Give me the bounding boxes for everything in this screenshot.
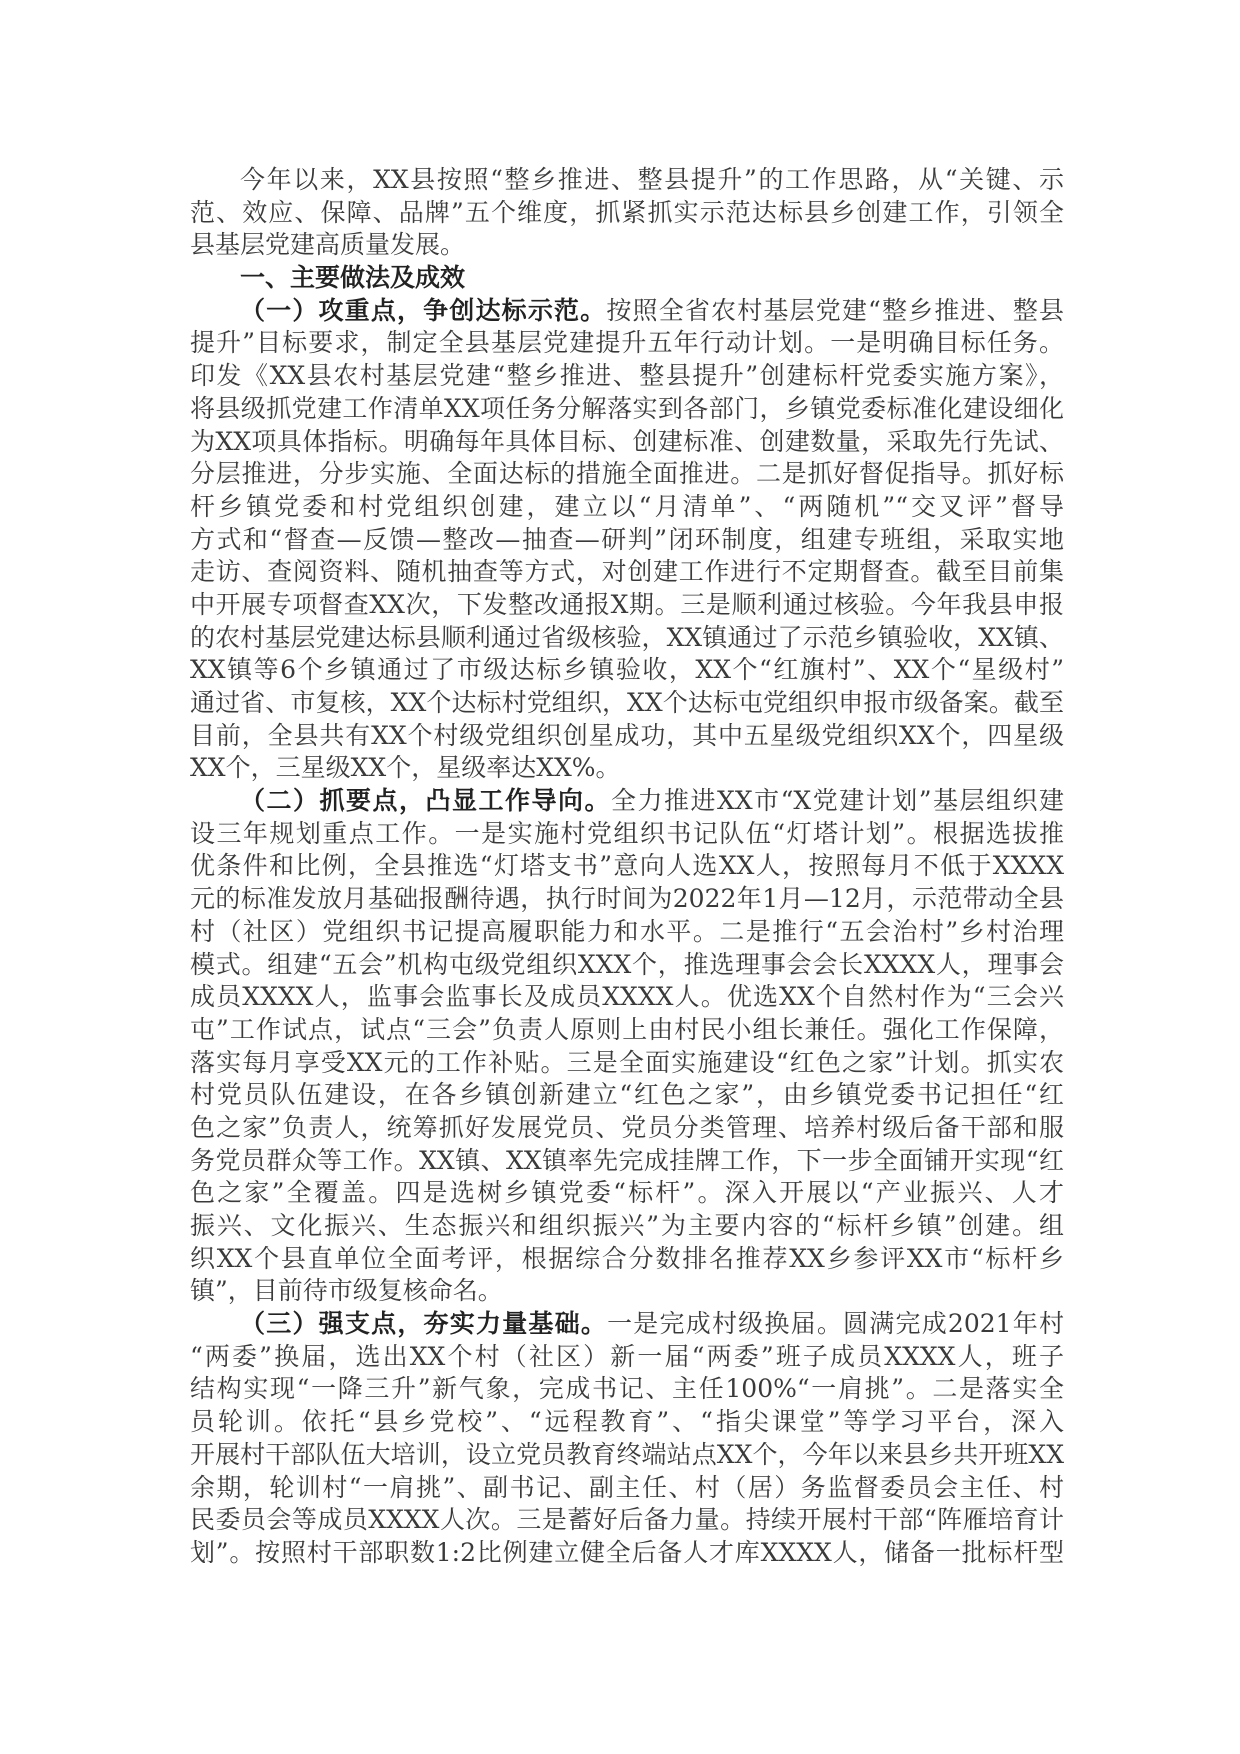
paragraph-line: 范、效应、保障、品牌”五个维度，抓紧抓实示范达标县乡创建工作，引领全 xyxy=(190,197,1064,227)
paragraph-line: 色之家”负责人，统筹抓好发展党员、党员分类管理、培养村级后备干部和服 xyxy=(190,1112,1064,1142)
paragraph-line: 为XX项具体指标。明确每年具体目标、创建标准、创建数量，采取先行先试、 xyxy=(190,426,1064,456)
section-heading xyxy=(190,262,1064,295)
paragraph-line: 开展村干部队伍大培训，设立党员教育终端站点XX个，今年以来县乡共开班XX xyxy=(190,1439,1064,1469)
heading-text: 一、主要做法及成效 xyxy=(240,263,466,293)
paragraph xyxy=(190,785,1064,1308)
paragraph-line: “两委”换届，选出XX个村（社区）新一届“两委”班子成员XXXX人，班子 xyxy=(190,1341,1064,1371)
paragraph-line: XX个，三星级XX个，星级率达XX%。 xyxy=(190,753,621,783)
subsection-title: （三）强支点，夯实力量基础。 xyxy=(240,1309,608,1339)
paragraph-line: 划”。按照村干部职数1:2比例建立健全后备人才库XXXX人，储备一批标杆型 xyxy=(190,1537,1064,1567)
paragraph-line: 余期，轮训村“一肩挑”、副书记、副主任、村（居）务监督委员会主任、村 xyxy=(190,1472,1064,1502)
paragraph-line: 方式和“督查—反馈—整改—抽查—研判”闭环制度，组建专班组，采取实地 xyxy=(190,524,1064,554)
paragraph-line: 民委员会等成员XXXX人次。三是蓄好后备力量。持续开展村干部“阵雁培育计 xyxy=(190,1505,1064,1535)
paragraph-line: 杆乡镇党委和村党组织创建，建立以“月清单”、“两随机”“交叉评”督导 xyxy=(190,491,1064,521)
paragraph-line: 印发《XX县农村基层党建“整乡推进、整县提升”创建标杆党委实施方案》， xyxy=(190,361,1064,391)
paragraph xyxy=(190,295,1064,785)
paragraph-line: 色之家”全覆盖。四是选树乡镇党委“标杆”。深入开展以“产业振兴、人才 xyxy=(190,1178,1064,1208)
paragraph-line: 振兴、文化振兴、生态振兴和组织振兴”为主要内容的“标杆乡镇”创建。组 xyxy=(190,1211,1064,1240)
paragraph-line: 村党员队伍建设，在各乡镇创新建立“红色之家”，由乡镇党委书记担任“红 xyxy=(190,1080,1064,1110)
paragraph-line: 屯”工作试点，试点“三会”负责人原则上由村民小组长兼任。强化工作保障， xyxy=(190,1014,1064,1044)
paragraph-line: 分层推进，分步实施、全面达标的措施全面推进。二是抓好督促指导。抓好标 xyxy=(190,459,1064,489)
paragraph-line: 目前，全县共有XX个村级党组织创星成功，其中五星级党组织XX个，四星级 xyxy=(190,720,1064,750)
subsection-title: （一）攻重点，争创达标示范。 xyxy=(240,295,607,325)
paragraph-line: 织XX个县直单位全面考评，根据综合分数排名推荐XX乡参评XX市“标杆乡 xyxy=(190,1243,1064,1273)
paragraph-line: 村（社区）党组织书记提高履职能力和水平。二是推行“五会治村”乡村治理 xyxy=(190,916,1064,946)
paragraph xyxy=(190,1308,1064,1570)
paragraph-line: 通过省、市复核，XX个达标村党组织，XX个达标屯党组织申报市级备案。截至 xyxy=(190,688,1064,717)
paragraph-line: 务党员群众等工作。XX镇、XX镇率先完成挂牌工作，下一步全面铺开实现“红 xyxy=(190,1145,1064,1175)
paragraph-line: 县基层党建高质量发展。 xyxy=(190,230,466,260)
paragraph xyxy=(190,164,1064,262)
paragraph-line: 镇”，目前待市级复核命名。 xyxy=(190,1276,503,1306)
paragraph-text: 全力推进XX市“X党建计划”基层组织建 xyxy=(611,786,1064,816)
paragraph-line xyxy=(190,295,1064,328)
paragraph-line: 将县级抓党建工作清单XX项任务分解落实到各部门，乡镇党委标准化建设细化 xyxy=(190,393,1064,423)
paragraph-line: 走访、查阅资料、随机抽查等方式，对创建工作进行不定期督查。截至目前集 xyxy=(190,557,1064,587)
paragraph-line: 员轮训。依托“县乡党校”、“远程教育”、“指尖课堂”等学习平台，深入 xyxy=(190,1407,1064,1437)
paragraph-line xyxy=(190,785,1064,818)
paragraph-line: 中开展专项督查XX次，下发整改通报X期。三是顺利通过核验。今年我县申报 xyxy=(190,589,1064,619)
paragraph-line: 落实每月享受XX元的工作补贴。三是全面实施建设“红色之家”计划。抓实农 xyxy=(190,1047,1064,1077)
paragraph-line: XX镇等6个乡镇通过了市级达标乡镇验收，XX个“红旗村”、XX个“星级村” xyxy=(190,655,1064,685)
paragraph-text: 按照全省农村基层党建“整乡推进、整县 xyxy=(606,295,1064,325)
paragraph-line: 的农村基层党建达标县顺利通过省级核验，XX镇通过了示范乡镇验收，XX镇、 xyxy=(190,622,1064,652)
paragraph-text: 一是完成村级换届。圆满完成2021年村 xyxy=(607,1309,1064,1339)
subsection-title: （二）抓要点，凸显工作导向。 xyxy=(240,786,612,816)
paragraph-line: 提升”目标要求，制定全县基层党建提升五年行动计划。一是明确目标任务。 xyxy=(190,328,1064,358)
paragraph-line: 成员XXXX人，监事会监事长及成员XXXX人。优选XX个自然村作为“三会兴 xyxy=(190,982,1064,1012)
paragraph-line: 结构实现“一降三升”新气象，完成书记、主任100%“一肩挑”。二是落实全 xyxy=(190,1374,1064,1404)
document-page xyxy=(190,164,1064,1570)
paragraph-line: 设三年规划重点工作。一是实施村党组织书记队伍“灯塔计划”。根据选拔推 xyxy=(190,818,1064,848)
paragraph-line: 今年以来，XX县按照“整乡推进、整县提升”的工作思路，从“关键、示 xyxy=(240,165,1064,194)
paragraph-line: 优条件和比例，全县推选“灯塔支书”意向人选XX人，按照每月不低于XXXX xyxy=(190,851,1064,881)
paragraph-line: 元的标准发放月基础报酬待遇，执行时间为2022年1月—12月，示范带动全县 xyxy=(190,884,1064,914)
paragraph-line xyxy=(190,1308,1064,1341)
paragraph-line: 模式。组建“五会”机构屯级党组织XXX个，推选理事会会长XXXX人，理事会 xyxy=(190,949,1064,979)
